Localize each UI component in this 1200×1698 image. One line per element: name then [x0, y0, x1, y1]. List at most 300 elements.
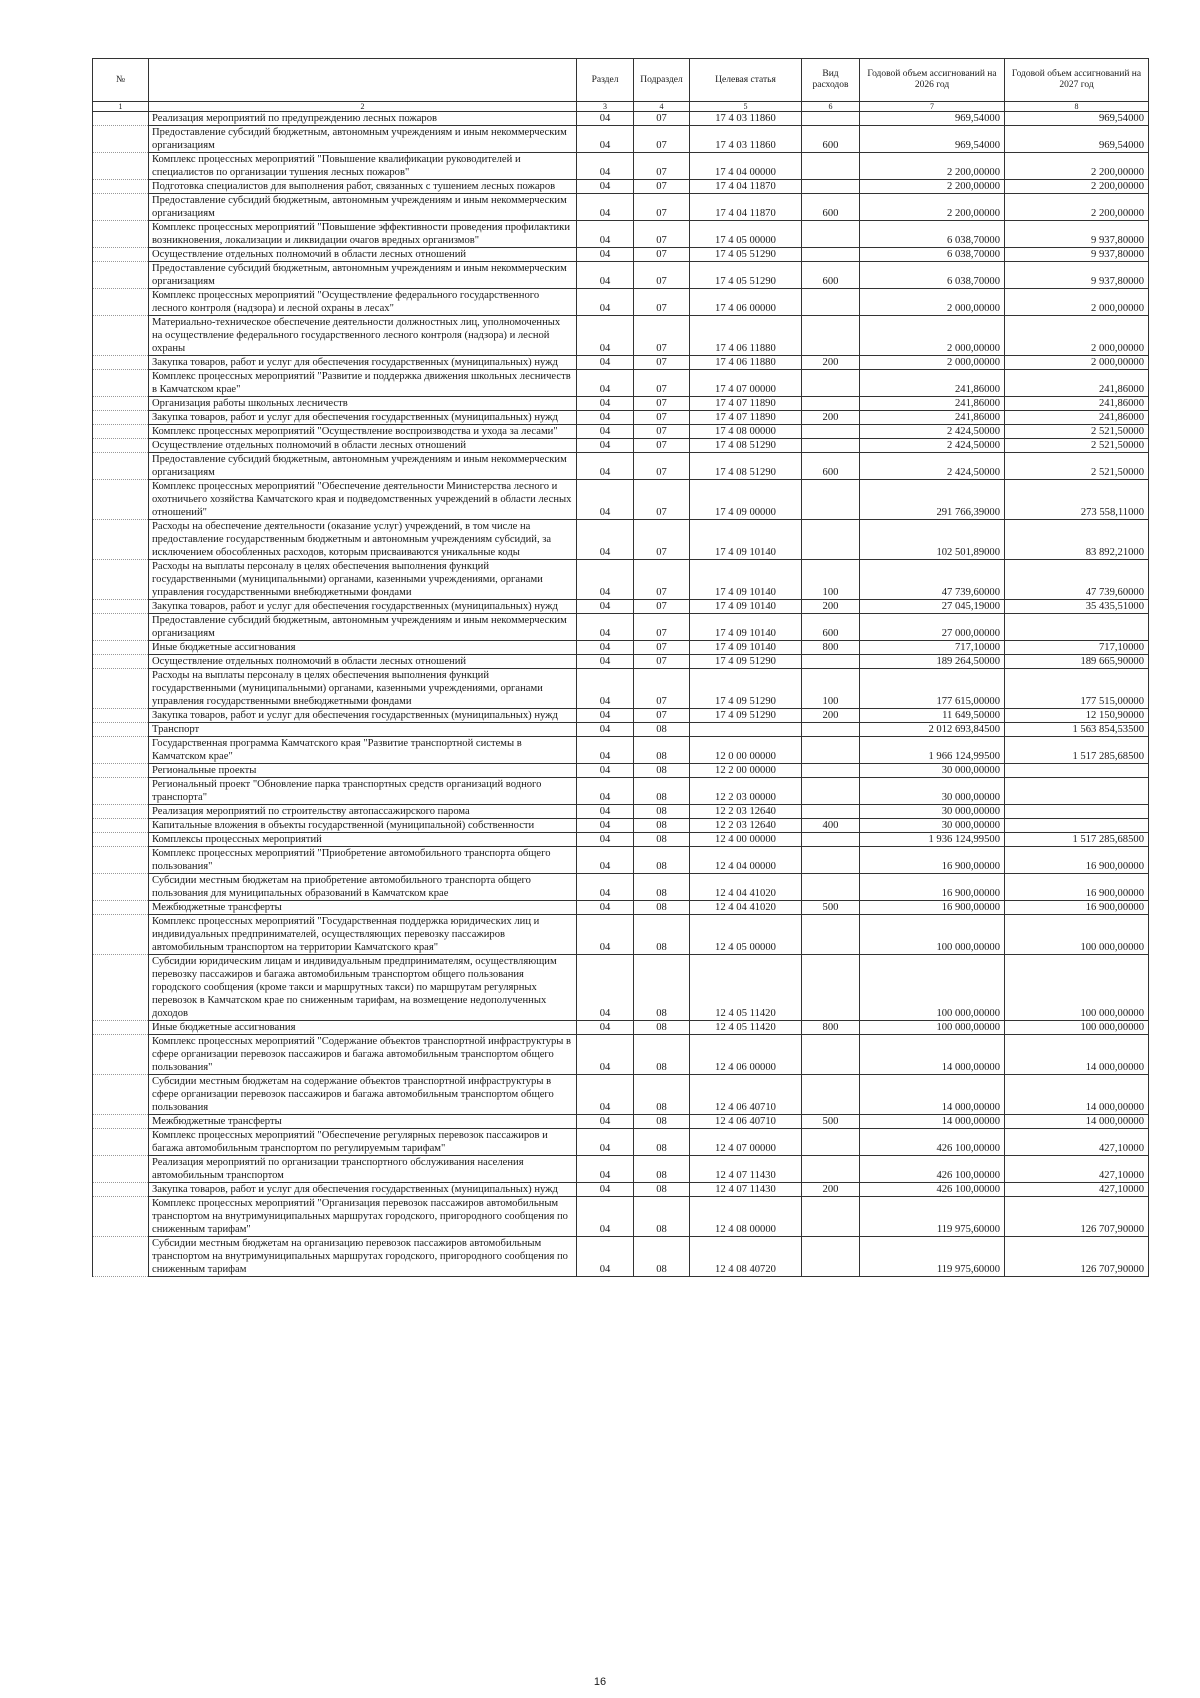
volume-2026-cell: 6 038,70000	[860, 221, 1005, 248]
row-index-cell	[93, 655, 149, 669]
volume-2027-cell: 1 563 854,53500	[1005, 723, 1149, 737]
volume-2027-cell: 47 739,60000	[1005, 560, 1149, 600]
volume-2026-cell: 100 000,00000	[860, 1021, 1005, 1035]
expense-type-cell	[802, 874, 860, 901]
row-name-cell: Комплекс процессных мероприятий "Повышение квалификации руководителей и специалистов по организации тушения лесных пожаров"	[149, 153, 577, 180]
target-article-cell: 17 4 06 11880	[690, 316, 802, 356]
expense-type-cell	[802, 248, 860, 262]
section-cell: 04	[577, 1035, 634, 1075]
subsection-cell: 07	[634, 709, 690, 723]
row-name-cell: Комплекс процессных мероприятий "Содержание объектов транспортной инфраструктуры в сфере организации перевозок пассажиров и багажа автомобильным транспортом общего пользования"	[149, 1035, 577, 1075]
section-cell: 04	[577, 289, 634, 316]
table-row	[93, 1197, 1149, 1237]
row-name-cell: Предоставление субсидий бюджетным, автономным учреждениям и иным некоммерческим организациям	[149, 194, 577, 221]
target-article-cell: 17 4 08 00000	[690, 425, 802, 439]
table-row	[93, 874, 1149, 901]
row-name-cell: Реализация мероприятий по организации транспортного обслуживания населения автомобильным транспортом	[149, 1156, 577, 1183]
volume-2027-cell: 241,86000	[1005, 370, 1149, 397]
volume-2027-cell: 1 517 285,68500	[1005, 833, 1149, 847]
volume-2027-cell: 969,54000	[1005, 126, 1149, 153]
subsection-cell: 07	[634, 425, 690, 439]
expense-type-cell: 200	[802, 709, 860, 723]
row-index-cell	[93, 439, 149, 453]
volume-2026-cell: 969,54000	[860, 112, 1005, 126]
volume-2026-cell: 14 000,00000	[860, 1035, 1005, 1075]
subsection-cell: 08	[634, 1129, 690, 1156]
target-article-cell: 12 4 05 11420	[690, 955, 802, 1021]
section-cell: 04	[577, 874, 634, 901]
column-number: 2	[149, 102, 577, 112]
volume-2027-cell: 273 558,11000	[1005, 480, 1149, 520]
subsection-cell: 08	[634, 1183, 690, 1197]
table-row	[93, 1075, 1149, 1115]
section-cell: 04	[577, 1197, 634, 1237]
row-name-cell: Межбюджетные трансферты	[149, 1115, 577, 1129]
budget-table-sheet	[92, 58, 1148, 1277]
volume-2026-cell: 119 975,60000	[860, 1197, 1005, 1237]
target-article-cell: 12 4 07 11430	[690, 1183, 802, 1197]
target-article-cell: 17 4 03 11860	[690, 112, 802, 126]
subsection-cell: 07	[634, 356, 690, 370]
volume-2026-cell: 30 000,00000	[860, 764, 1005, 778]
volume-2027-cell: 9 937,80000	[1005, 262, 1149, 289]
table-row	[93, 425, 1149, 439]
volume-2027-cell: 12 150,90000	[1005, 709, 1149, 723]
volume-2026-cell: 6 038,70000	[860, 248, 1005, 262]
row-name-cell: Расходы на обеспечение деятельности (оказание услуг) учреждений, в том числе на предоставление государственным бюджетным и автономным учреждениям субсидий, за исключением обособленных расходов, которым присваиваются уникальные коды	[149, 520, 577, 560]
volume-2027-cell: 126 707,90000	[1005, 1237, 1149, 1277]
row-index-cell	[93, 874, 149, 901]
row-name-cell: Расходы на выплаты персоналу в целях обеспечения выполнения функций государственными (муниципальными) органами, казенными учреждениями, органами управления государственными внебюджетными фондами	[149, 669, 577, 709]
expense-type-cell: 600	[802, 194, 860, 221]
subsection-cell: 07	[634, 439, 690, 453]
section-cell: 04	[577, 1021, 634, 1035]
row-index-cell	[93, 1115, 149, 1129]
row-index-cell	[93, 600, 149, 614]
table-row	[93, 356, 1149, 370]
expense-type-cell: 500	[802, 901, 860, 915]
column-number: 7	[860, 102, 1005, 112]
row-index-cell	[93, 778, 149, 805]
section-cell: 04	[577, 1156, 634, 1183]
volume-2026-cell: 47 739,60000	[860, 560, 1005, 600]
table-row	[93, 221, 1149, 248]
section-cell: 04	[577, 453, 634, 480]
column-numbers-row	[93, 102, 1149, 112]
subsection-cell: 07	[634, 480, 690, 520]
expense-type-cell	[802, 1237, 860, 1277]
subsection-cell: 08	[634, 1237, 690, 1277]
row-name-cell: Реализация мероприятий по предупреждению лесных пожаров	[149, 112, 577, 126]
volume-2027-cell: 9 937,80000	[1005, 221, 1149, 248]
volume-2026-cell: 100 000,00000	[860, 915, 1005, 955]
table-row	[93, 669, 1149, 709]
subsection-cell: 07	[634, 153, 690, 180]
table-row	[93, 480, 1149, 520]
section-cell: 04	[577, 180, 634, 194]
row-name-cell: Субсидии местным бюджетам на организацию перевозок пассажиров автомобильным транспортом на внутримуниципальных маршрутах городского, пригородного сообщения по сниженным тарифам	[149, 1237, 577, 1277]
volume-2026-cell: 2 424,50000	[860, 425, 1005, 439]
target-article-cell: 17 4 05 51290	[690, 262, 802, 289]
section-cell: 04	[577, 370, 634, 397]
section-cell: 04	[577, 819, 634, 833]
table-row	[93, 112, 1149, 126]
volume-2027-cell: 2 200,00000	[1005, 194, 1149, 221]
table-row	[93, 1129, 1149, 1156]
row-index-cell	[93, 560, 149, 600]
row-name-cell: Региональные проекты	[149, 764, 577, 778]
row-index-cell	[93, 411, 149, 425]
section-cell: 04	[577, 439, 634, 453]
row-name-cell: Подготовка специалистов для выполнения работ, связанных с тушением лесных пожаров	[149, 180, 577, 194]
expense-type-cell	[802, 723, 860, 737]
subsection-cell: 08	[634, 915, 690, 955]
volume-2026-cell: 2 000,00000	[860, 316, 1005, 356]
section-cell: 04	[577, 262, 634, 289]
table-row	[93, 600, 1149, 614]
expense-type-cell: 500	[802, 1115, 860, 1129]
subsection-cell: 08	[634, 1156, 690, 1183]
subsection-cell: 07	[634, 614, 690, 641]
subsection-cell: 07	[634, 126, 690, 153]
subsection-cell: 08	[634, 1115, 690, 1129]
target-article-cell: 17 4 09 51290	[690, 709, 802, 723]
row-name-cell: Комплексы процессных мероприятий	[149, 833, 577, 847]
expense-type-cell: 200	[802, 600, 860, 614]
section-cell: 04	[577, 221, 634, 248]
header-subsection: Подраздел	[634, 59, 690, 102]
subsection-cell: 08	[634, 847, 690, 874]
subsection-cell: 07	[634, 453, 690, 480]
section-cell: 04	[577, 915, 634, 955]
expense-type-cell: 600	[802, 453, 860, 480]
header-row	[93, 59, 1149, 102]
target-article-cell: 17 4 09 51290	[690, 655, 802, 669]
expense-type-cell	[802, 425, 860, 439]
expense-type-cell: 800	[802, 641, 860, 655]
row-index-cell	[93, 289, 149, 316]
row-name-cell: Комплекс процессных мероприятий "Повышение эффективности проведения профилактики возникновения, локализации и ликвидации очагов вредных организмов"	[149, 221, 577, 248]
expense-type-cell	[802, 439, 860, 453]
row-index-cell	[93, 112, 149, 126]
volume-2026-cell: 426 100,00000	[860, 1129, 1005, 1156]
expense-type-cell	[802, 316, 860, 356]
row-index-cell	[93, 833, 149, 847]
row-index-cell	[93, 520, 149, 560]
volume-2027-cell: 717,10000	[1005, 641, 1149, 655]
row-index-cell	[93, 397, 149, 411]
table-row	[93, 1035, 1149, 1075]
expense-type-cell: 100	[802, 669, 860, 709]
expense-type-cell	[802, 955, 860, 1021]
subsection-cell: 07	[634, 180, 690, 194]
table-row	[93, 833, 1149, 847]
target-article-cell: 17 4 09 10140	[690, 641, 802, 655]
subsection-cell: 07	[634, 600, 690, 614]
row-index-cell	[93, 153, 149, 180]
row-name-cell: Субсидии местным бюджетам на содержание объектов транспортной инфраструктуры в сфере организации перевозок пассажиров и багажа автомобильным транспортом общего пользования	[149, 1075, 577, 1115]
expense-type-cell	[802, 655, 860, 669]
volume-2026-cell: 177 615,00000	[860, 669, 1005, 709]
subsection-cell: 08	[634, 1197, 690, 1237]
target-article-cell: 17 4 05 00000	[690, 221, 802, 248]
table-row	[93, 316, 1149, 356]
volume-2026-cell: 102 501,89000	[860, 520, 1005, 560]
volume-2027-cell: 100 000,00000	[1005, 915, 1149, 955]
section-cell: 04	[577, 955, 634, 1021]
expense-type-cell	[802, 153, 860, 180]
volume-2026-cell: 14 000,00000	[860, 1115, 1005, 1129]
expense-type-cell	[802, 480, 860, 520]
table-row	[93, 370, 1149, 397]
row-index-cell	[93, 614, 149, 641]
table-row	[93, 737, 1149, 764]
target-article-cell: 17 4 04 00000	[690, 153, 802, 180]
row-name-cell: Осуществление отдельных полномочий в области лесных отношений	[149, 655, 577, 669]
row-index-cell	[93, 1035, 149, 1075]
expense-type-cell	[802, 805, 860, 819]
row-name-cell: Реализация мероприятий по строительству автопассажирского парома	[149, 805, 577, 819]
volume-2027-cell: 2 200,00000	[1005, 153, 1149, 180]
volume-2027-cell: 2 521,50000	[1005, 425, 1149, 439]
table-row	[93, 847, 1149, 874]
row-index-cell	[93, 180, 149, 194]
table-row	[93, 778, 1149, 805]
row-index-cell	[93, 356, 149, 370]
section-cell: 04	[577, 805, 634, 819]
table-row	[93, 901, 1149, 915]
row-index-cell	[93, 248, 149, 262]
page-number: 16	[593, 1676, 607, 1688]
volume-2026-cell: 16 900,00000	[860, 901, 1005, 915]
row-name-cell: Закупка товаров, работ и услуг для обеспечения государственных (муниципальных) нужд	[149, 600, 577, 614]
row-index-cell	[93, 641, 149, 655]
subsection-cell: 07	[634, 669, 690, 709]
row-index-cell	[93, 194, 149, 221]
section-cell: 04	[577, 126, 634, 153]
expense-type-cell	[802, 764, 860, 778]
volume-2026-cell: 27 045,19000	[860, 600, 1005, 614]
volume-2027-cell: 177 515,00000	[1005, 669, 1149, 709]
volume-2026-cell: 14 000,00000	[860, 1075, 1005, 1115]
table-row	[93, 439, 1149, 453]
target-article-cell: 12 4 06 00000	[690, 1035, 802, 1075]
expense-type-cell	[802, 1197, 860, 1237]
expense-type-cell	[802, 1075, 860, 1115]
row-index-cell	[93, 901, 149, 915]
section-cell: 04	[577, 1237, 634, 1277]
column-number: 3	[577, 102, 634, 112]
row-name-cell: Региональный проект "Обновление парка транспортных средств организаций водного транспорта"	[149, 778, 577, 805]
expense-type-cell: 600	[802, 262, 860, 289]
target-article-cell: 17 4 06 11880	[690, 356, 802, 370]
volume-2027-cell: 16 900,00000	[1005, 874, 1149, 901]
target-article-cell: 12 2 03 12640	[690, 819, 802, 833]
subsection-cell: 08	[634, 723, 690, 737]
subsection-cell: 08	[634, 819, 690, 833]
expense-type-cell	[802, 1156, 860, 1183]
row-name-cell: Закупка товаров, работ и услуг для обеспечения государственных (муниципальных) нужд	[149, 709, 577, 723]
volume-2026-cell: 16 900,00000	[860, 847, 1005, 874]
column-number: 6	[802, 102, 860, 112]
volume-2026-cell: 119 975,60000	[860, 1237, 1005, 1277]
column-number: 8	[1005, 102, 1149, 112]
section-cell: 04	[577, 669, 634, 709]
table-row	[93, 915, 1149, 955]
budget-table	[92, 58, 1149, 1277]
subsection-cell: 08	[634, 778, 690, 805]
row-index-cell	[93, 1183, 149, 1197]
volume-2026-cell: 2 424,50000	[860, 453, 1005, 480]
volume-2026-cell: 241,86000	[860, 397, 1005, 411]
row-name-cell: Расходы на выплаты персоналу в целях обеспечения выполнения функций государственными (муниципальными) органами, казенными учреждениями, органами управления государственными внебюджетными фондами	[149, 560, 577, 600]
target-article-cell: 17 4 09 00000	[690, 480, 802, 520]
table-row	[93, 126, 1149, 153]
volume-2026-cell: 241,86000	[860, 411, 1005, 425]
volume-2026-cell: 100 000,00000	[860, 955, 1005, 1021]
table-row	[93, 453, 1149, 480]
expense-type-cell	[802, 915, 860, 955]
section-cell: 04	[577, 356, 634, 370]
row-index-cell	[93, 480, 149, 520]
row-name-cell: Субсидии юридическим лицам и индивидуальным предпринимателям, осуществляющим перевозку пассажиров и багажа автомобильным транспортом общего пользования городского сообщения (кроме такси и маршрутных такси) по маршрутам регулярных перевозок в Камчатском крае по сниженным тарифам, на возмещение недополученных доходов	[149, 955, 577, 1021]
row-name-cell: Капитальные вложения в объекты государственной (муниципальной) собственности	[149, 819, 577, 833]
volume-2027-cell: 1 517 285,68500	[1005, 737, 1149, 764]
volume-2026-cell: 27 000,00000	[860, 614, 1005, 641]
volume-2026-cell: 30 000,00000	[860, 805, 1005, 819]
volume-2027-cell: 2 200,00000	[1005, 180, 1149, 194]
row-index-cell	[93, 669, 149, 709]
volume-2027-cell: 2 000,00000	[1005, 316, 1149, 356]
volume-2026-cell: 30 000,00000	[860, 819, 1005, 833]
subsection-cell: 08	[634, 764, 690, 778]
section-cell: 04	[577, 194, 634, 221]
expense-type-cell	[802, 847, 860, 874]
target-article-cell: 17 4 09 10140	[690, 560, 802, 600]
volume-2027-cell: 14 000,00000	[1005, 1115, 1149, 1129]
subsection-cell: 07	[634, 411, 690, 425]
table-row	[93, 1115, 1149, 1129]
expense-type-cell: 600	[802, 614, 860, 641]
subsection-cell: 07	[634, 560, 690, 600]
target-article-cell: 17 4 05 51290	[690, 248, 802, 262]
subsection-cell: 08	[634, 955, 690, 1021]
target-article-cell: 12 4 07 00000	[690, 1129, 802, 1156]
subsection-cell: 07	[634, 221, 690, 248]
expense-type-cell	[802, 778, 860, 805]
section-cell: 04	[577, 600, 634, 614]
subsection-cell: 08	[634, 874, 690, 901]
table-row	[93, 955, 1149, 1021]
section-cell: 04	[577, 723, 634, 737]
row-index-cell	[93, 453, 149, 480]
subsection-cell: 07	[634, 112, 690, 126]
table-row	[93, 560, 1149, 600]
section-cell: 04	[577, 709, 634, 723]
row-index-cell	[93, 709, 149, 723]
column-number: 1	[93, 102, 149, 112]
row-index-cell	[93, 262, 149, 289]
table-row	[93, 614, 1149, 641]
table-row	[93, 1156, 1149, 1183]
expense-type-cell: 200	[802, 1183, 860, 1197]
target-article-cell: 12 4 04 00000	[690, 847, 802, 874]
section-cell: 04	[577, 316, 634, 356]
volume-2027-cell: 241,86000	[1005, 411, 1149, 425]
target-article-cell: 17 4 07 11890	[690, 411, 802, 425]
row-index-cell	[93, 1021, 149, 1035]
row-index-cell	[93, 737, 149, 764]
row-index-cell	[93, 1197, 149, 1237]
volume-2027-cell: 2 521,50000	[1005, 439, 1149, 453]
row-index-cell	[93, 723, 149, 737]
target-article-cell: 12 4 06 40710	[690, 1115, 802, 1129]
row-name-cell: Межбюджетные трансферты	[149, 901, 577, 915]
volume-2027-cell: 83 892,21000	[1005, 520, 1149, 560]
row-index-cell	[93, 1237, 149, 1277]
expense-type-cell	[802, 397, 860, 411]
target-article-cell: 12 4 08 40720	[690, 1237, 802, 1277]
section-cell: 04	[577, 520, 634, 560]
row-name-cell: Комплекс процессных мероприятий "Обеспечение регулярных перевозок пассажиров и багажа автомобильным транспортом по регулируемым тарифам"	[149, 1129, 577, 1156]
table-row	[93, 641, 1149, 655]
target-article-cell: 17 4 06 00000	[690, 289, 802, 316]
table-row	[93, 1237, 1149, 1277]
subsection-cell: 08	[634, 737, 690, 764]
column-number: 4	[634, 102, 690, 112]
subsection-cell: 07	[634, 194, 690, 221]
subsection-cell: 08	[634, 901, 690, 915]
row-name-cell: Комплекс процессных мероприятий "Приобретение автомобильного транспорта общего пользования"	[149, 847, 577, 874]
row-index-cell	[93, 370, 149, 397]
row-name-cell: Транспорт	[149, 723, 577, 737]
expense-type-cell	[802, 1035, 860, 1075]
section-cell: 04	[577, 833, 634, 847]
row-index-cell	[93, 915, 149, 955]
row-name-cell: Комплекс процессных мероприятий "Осуществление федерального государственного лесного контроля (надзора) и лесной охраны в лесах"	[149, 289, 577, 316]
row-index-cell	[93, 425, 149, 439]
volume-2026-cell: 426 100,00000	[860, 1183, 1005, 1197]
volume-2027-cell	[1005, 614, 1149, 641]
volume-2027-cell: 2 000,00000	[1005, 289, 1149, 316]
row-index-cell	[93, 819, 149, 833]
section-cell: 04	[577, 480, 634, 520]
target-article-cell: 12 2 03 00000	[690, 778, 802, 805]
volume-2027-cell: 969,54000	[1005, 112, 1149, 126]
expense-type-cell: 200	[802, 411, 860, 425]
target-article-cell: 17 4 07 00000	[690, 370, 802, 397]
volume-2026-cell: 1 936 124,99500	[860, 833, 1005, 847]
table-row	[93, 709, 1149, 723]
volume-2027-cell: 2 521,50000	[1005, 453, 1149, 480]
expense-type-cell: 400	[802, 819, 860, 833]
table-row	[93, 1183, 1149, 1197]
subsection-cell: 07	[634, 655, 690, 669]
volume-2027-cell: 16 900,00000	[1005, 847, 1149, 874]
volume-2027-cell: 100 000,00000	[1005, 955, 1149, 1021]
table-row	[93, 1021, 1149, 1035]
header-name	[149, 59, 577, 102]
volume-2027-cell: 14 000,00000	[1005, 1035, 1149, 1075]
section-cell: 04	[577, 1115, 634, 1129]
section-cell: 04	[577, 560, 634, 600]
subsection-cell: 07	[634, 397, 690, 411]
subsection-cell: 07	[634, 641, 690, 655]
row-name-cell: Предоставление субсидий бюджетным, автономным учреждениям и иным некоммерческим организациям	[149, 126, 577, 153]
target-article-cell: 12 0 00 00000	[690, 737, 802, 764]
subsection-cell: 07	[634, 370, 690, 397]
target-article-cell: 17 4 03 11860	[690, 126, 802, 153]
